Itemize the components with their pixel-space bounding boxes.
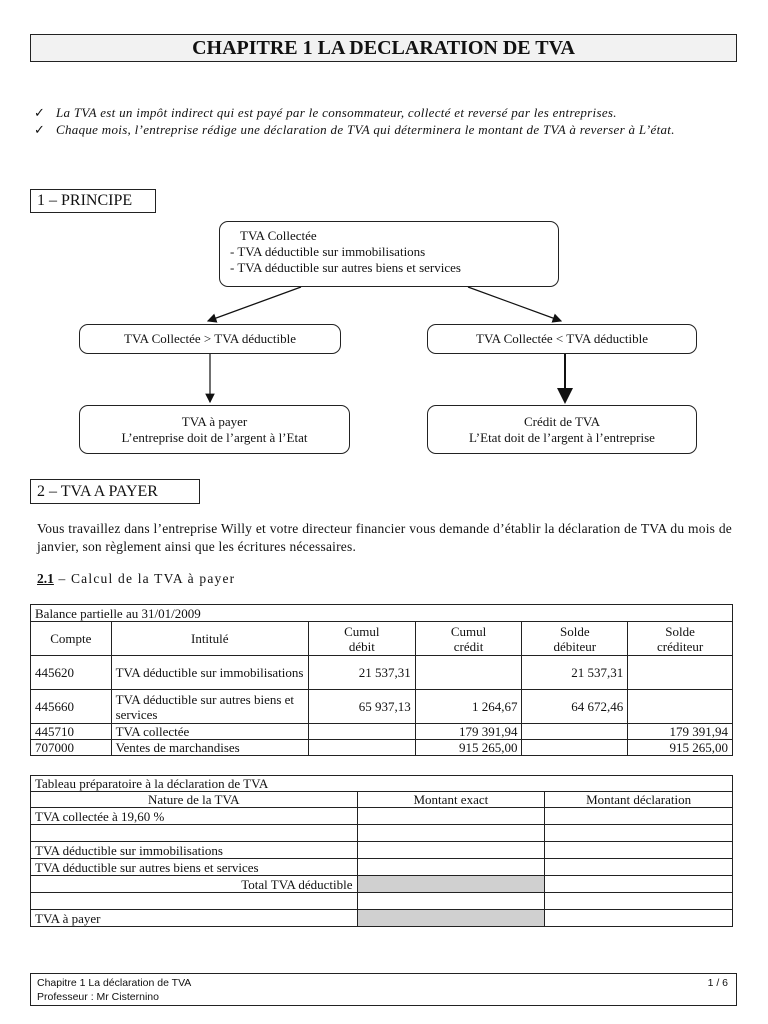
cell-montant-declaration[interactable] (545, 859, 733, 876)
cell-compte: 445620 (31, 656, 112, 690)
col-header-cumul-credit: Cumul crédit (415, 622, 522, 656)
table-row (31, 842, 733, 859)
col-header-montant-exact: Montant exact (357, 792, 545, 808)
col-header-compte: Compte (31, 622, 112, 656)
balance-table (30, 604, 733, 756)
diagram-top-line-2: - TVA déductible sur immobilisations (230, 244, 426, 259)
diagram-right-result-line-2: L’Etat doit de l’argent à l’entreprise (469, 429, 655, 445)
diagram-top-line-1: TVA Collectée (240, 228, 317, 243)
diagram-left-result-line-2: L’entreprise doit de l’argent à l’Etat (121, 429, 308, 445)
cell-intitule: TVA déductible sur immobilisations (111, 656, 308, 690)
cell-solde-debiteur: 64 672,46 (522, 690, 628, 724)
cell-cumul-debit (308, 740, 415, 756)
cell-montant-declaration[interactable] (545, 842, 733, 859)
cell-montant-exact[interactable] (357, 859, 545, 876)
diagram-left-result (79, 405, 350, 454)
check-icon: ✓ (34, 122, 46, 137)
table-row (31, 690, 733, 724)
cell-compte: 445710 (31, 724, 112, 740)
table-row (31, 876, 733, 893)
cell-nature: TVA déductible sur autres biens et services (31, 859, 358, 876)
prep-table (30, 775, 733, 927)
cell-solde-debiteur: 21 537,31 (522, 656, 628, 690)
cell-nature (31, 893, 358, 910)
diagram-right-condition (427, 324, 697, 354)
diagram-left-condition-text: TVA Collectée > TVA déductible (124, 331, 296, 346)
table-row (31, 740, 733, 756)
diagram-top-node (219, 221, 559, 287)
cell-montant-declaration[interactable] (545, 910, 733, 927)
col-header-cumul-debit: Cumul débit (308, 622, 415, 656)
arrow-top-to-left (208, 287, 301, 321)
col-header-montant-declaration: Montant déclaration (545, 792, 733, 808)
cell-solde-debiteur (522, 740, 628, 756)
cell-montant-exact[interactable] (357, 808, 545, 825)
diagram-top-line-3: - TVA déductible sur autres biens et services (230, 260, 461, 275)
col-header-solde-debiteur: Solde débiteur (522, 622, 628, 656)
page-number: 1 / 6 (707, 977, 728, 989)
table-row (31, 808, 733, 825)
prep-table-caption: Tableau préparatoire à la déclaration de TVA (31, 776, 733, 792)
diagram-left-result-line-1: TVA à payer (181, 413, 248, 429)
prep-table-header-row (31, 792, 733, 808)
cell-montant-declaration[interactable] (545, 876, 733, 893)
subheading-2-1 (37, 571, 235, 587)
cell-intitule: TVA collectée (111, 724, 308, 740)
cell-nature: TVA déductible sur immobilisations (31, 842, 358, 859)
diagram-right-condition-text: TVA Collectée < TVA déductible (476, 331, 648, 346)
table-row (31, 910, 733, 927)
arrow-top-to-right (468, 287, 561, 321)
cell-cumul-credit: 1 264,67 (415, 690, 522, 724)
cell-nature: TVA collectée à 19,60 % (31, 808, 358, 825)
col-header-solde-crediteur: Solde créditeur (628, 622, 733, 656)
cell-solde-debiteur (522, 724, 628, 740)
cell-montant-exact-shaded (357, 910, 545, 927)
cell-compte: 707000 (31, 740, 112, 756)
cell-cumul-credit (415, 656, 522, 690)
cell-cumul-debit: 65 937,13 (308, 690, 415, 724)
cell-compte: 445660 (31, 690, 112, 724)
cell-cumul-credit: 179 391,94 (415, 724, 522, 740)
cell-cumul-debit (308, 724, 415, 740)
subheading-number: 2.1 (37, 571, 54, 586)
intro-bullet-text: Chaque mois, l’entreprise rédige une déclaration de TVA qui déterminera le montant de TVA à reverser à L’état. (56, 122, 675, 137)
cell-montant-declaration[interactable] (545, 893, 733, 910)
footer-professor: Professeur : Mr Cisternino (37, 991, 159, 1003)
page-title-text: CHAPITRE 1 LA DECLARATION DE TVA (192, 36, 575, 59)
cell-montant-exact[interactable] (357, 893, 545, 910)
section-2-heading-text: 2 – TVA A PAYER (37, 482, 158, 500)
balance-table-header-row (31, 622, 733, 656)
page-footer (30, 973, 737, 1006)
cell-solde-crediteur (628, 656, 733, 690)
cell-montant-exact[interactable] (357, 842, 545, 859)
check-icon: ✓ (34, 105, 46, 120)
section-2-heading (30, 479, 200, 504)
table-row (31, 656, 733, 690)
cell-cumul-debit: 21 537,31 (308, 656, 415, 690)
footer-chapter: Chapitre 1 La déclaration de TVA (37, 977, 192, 989)
cell-montant-exact-shaded (357, 876, 545, 893)
cell-solde-crediteur: 179 391,94 (628, 724, 733, 740)
cell-solde-crediteur: 915 265,00 (628, 740, 733, 756)
table-row (31, 893, 733, 910)
cell-montant-declaration[interactable] (545, 808, 733, 825)
table-row (31, 825, 733, 842)
cell-montant-declaration[interactable] (545, 825, 733, 842)
table-row (31, 859, 733, 876)
diagram-right-result (427, 405, 697, 454)
cell-intitule: Ventes de marchandises (111, 740, 308, 756)
col-header-nature: Nature de la TVA (31, 792, 358, 808)
cell-nature (31, 825, 358, 842)
diagram-left-condition (79, 324, 341, 354)
cell-cumul-credit: 915 265,00 (415, 740, 522, 756)
col-header-intitule: Intitulé (111, 622, 308, 656)
section-2-paragraph: Vous travaillez dans l’entreprise Willy et votre directeur financier vous demande d’établir la déclaration de TVA du mois de janvier, son règlement ainsi que les écritures nécessaires. (37, 521, 732, 554)
section-1-heading-text: 1 – PRINCIPE (37, 192, 133, 209)
balance-table-caption: Balance partielle au 31/01/2009 (31, 605, 733, 622)
intro-bullet-text: La TVA est un impôt indirect qui est payé par le consommateur, collecté et reversé par les entreprises. (56, 105, 617, 120)
table-row (31, 724, 733, 740)
cell-montant-exact[interactable] (357, 825, 545, 842)
cell-nature: TVA à payer (31, 910, 358, 927)
diagram-right-result-line-1: Crédit de TVA (523, 413, 601, 429)
subheading-text: – Calcul de la TVA à payer (53, 571, 236, 586)
cell-solde-crediteur (628, 690, 733, 724)
cell-intitule: TVA déductible sur autres biens et services (111, 690, 308, 724)
cell-nature: Total TVA déductible (31, 876, 358, 893)
